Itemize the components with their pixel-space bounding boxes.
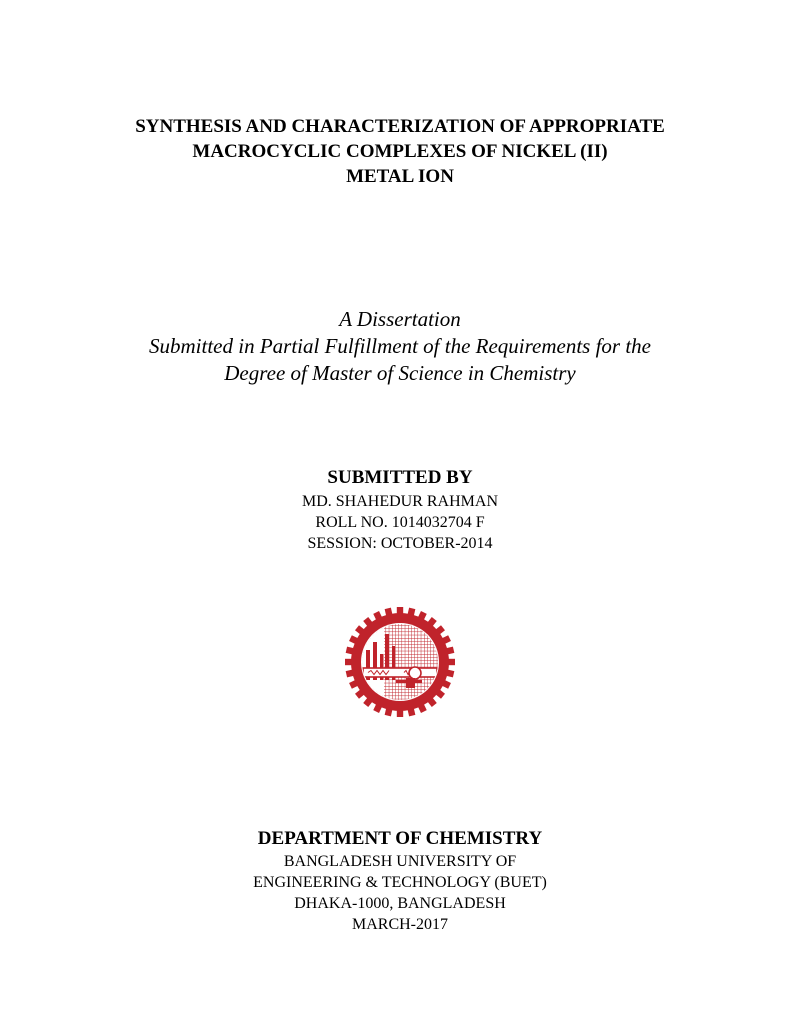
thesis-title — [0, 114, 800, 189]
dissertation-line: Submitted in Partial Fulfillment of the Requirements for the — [149, 334, 651, 358]
thesis-title-line: MACROCYCLIC COMPLEXES OF NICKEL (II) — [192, 141, 608, 162]
date-line: MARCH-2017 — [351, 916, 448, 933]
dissertation-line: A Dissertation — [339, 307, 461, 331]
dissertation-statement — [0, 306, 800, 387]
roll-number: ROLL NO. 1014032704 F — [315, 514, 485, 531]
author-name: MD. SHAHEDUR RAHMAN — [301, 493, 498, 510]
buet-gear-emblem-icon — [344, 606, 456, 718]
submitted-by-heading: SUBMITTED BY — [327, 467, 473, 488]
address-line: DHAKA-1000, BANGLADESH — [294, 895, 506, 912]
thesis-title-line: SYNTHESIS AND CHARACTERIZATION OF APPROPRIATE — [135, 116, 665, 137]
department-heading: DEPARTMENT OF CHEMISTRY — [257, 828, 543, 849]
dissertation-line: Degree of Master of Science in Chemistry — [224, 361, 576, 385]
submitted-by-section — [0, 465, 800, 554]
session: SESSION: OCTOBER-2014 — [307, 535, 493, 552]
university-line: ENGINEERING & TECHNOLOGY (BUET) — [253, 874, 547, 891]
university-line: BANGLADESH UNIVERSITY OF — [283, 853, 517, 870]
thesis-title-line: METAL ION — [346, 166, 454, 187]
department-section — [0, 826, 800, 935]
